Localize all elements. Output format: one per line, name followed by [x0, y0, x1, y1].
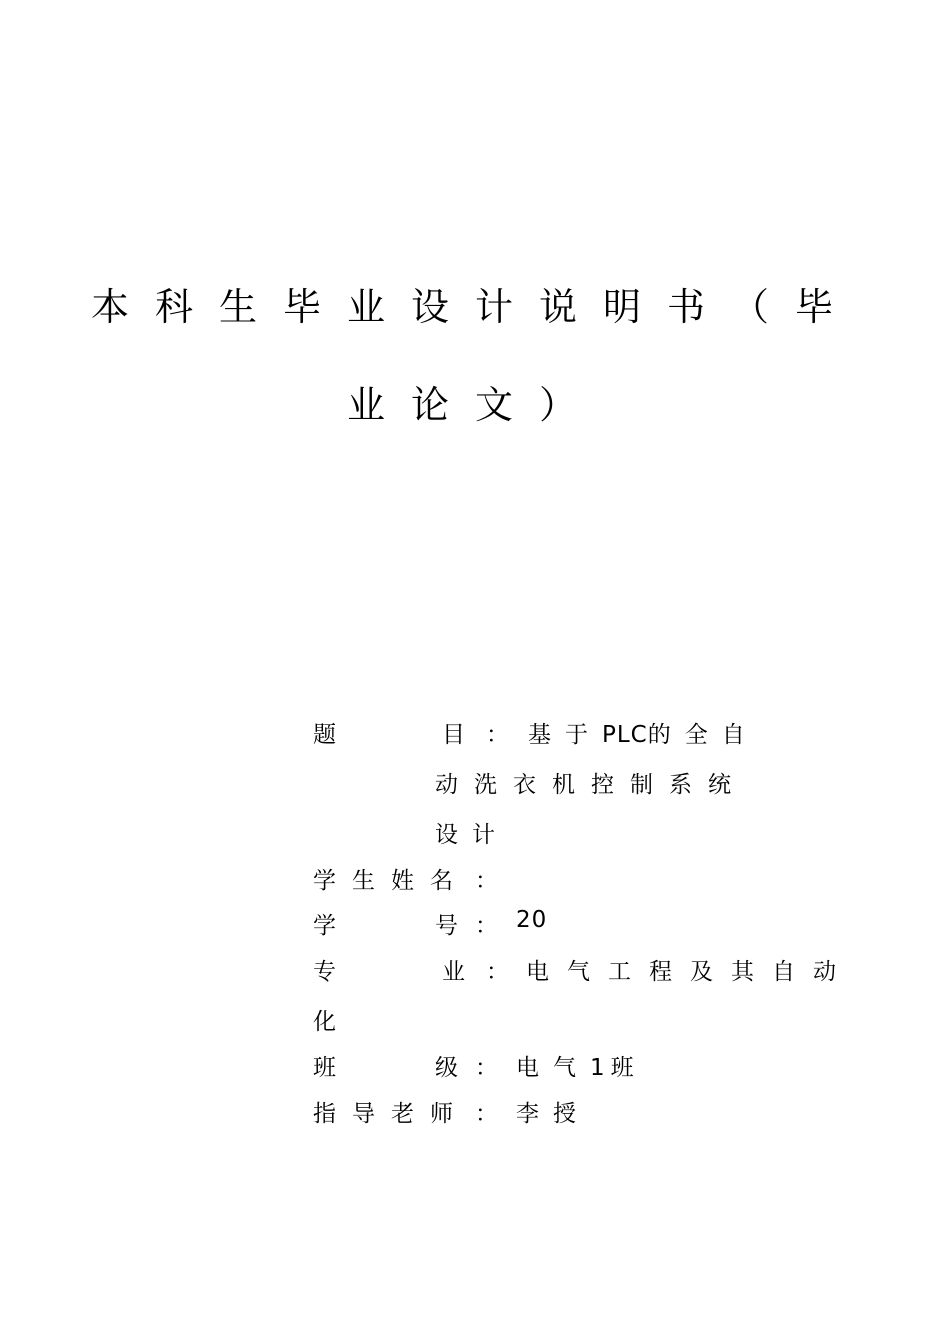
class-value-pre: 电气: [516, 1055, 590, 1081]
major-value-line-1: 电气工程及其自动: [526, 959, 854, 985]
topic-value-line-2: 动洗衣机控制系统: [435, 772, 747, 798]
topic-label-first-char: 题: [313, 722, 350, 748]
advisor-value: 李授: [516, 1101, 590, 1127]
major-colon: ：: [486, 959, 509, 985]
student-id-label-second-char: 号: [435, 913, 472, 939]
class-label-second-char: 级: [435, 1055, 472, 1081]
major-label-first-char: 专: [313, 959, 350, 985]
topic-value-line-1-pre: 基于: [528, 722, 602, 748]
advisor-colon: ：: [475, 1101, 498, 1127]
major-value-line-2: 化: [313, 1009, 350, 1035]
topic-value-line-1-latin: PLC: [602, 722, 648, 748]
class-value-number: 1: [590, 1055, 611, 1081]
class-colon: ：: [475, 1055, 498, 1081]
topic-value-line-3: 设计: [435, 822, 509, 848]
topic-label-second-char: 目: [442, 722, 479, 748]
student-name-label: 学生姓名: [313, 868, 469, 894]
student-id-colon: ：: [475, 913, 498, 939]
topic-value-line-1: [528, 716, 759, 749]
topic-colon: ：: [486, 722, 509, 748]
topic-value-line-1-post: 的全自: [647, 722, 759, 748]
student-name-colon: ：: [475, 868, 498, 894]
document-title-line-1: 本科生毕业设计说明书（毕: [90, 285, 859, 329]
student-id-label-first-char: 学: [313, 913, 350, 939]
class-label-first-char: 班: [313, 1055, 350, 1081]
document-title-line-2: 业论文）: [346, 383, 603, 427]
class-value: [516, 1049, 648, 1082]
major-label-second-char: 业: [442, 959, 479, 985]
student-id-value: 20: [516, 907, 548, 933]
class-value-post: 班: [610, 1055, 648, 1081]
advisor-label: 指导老师: [313, 1101, 469, 1127]
